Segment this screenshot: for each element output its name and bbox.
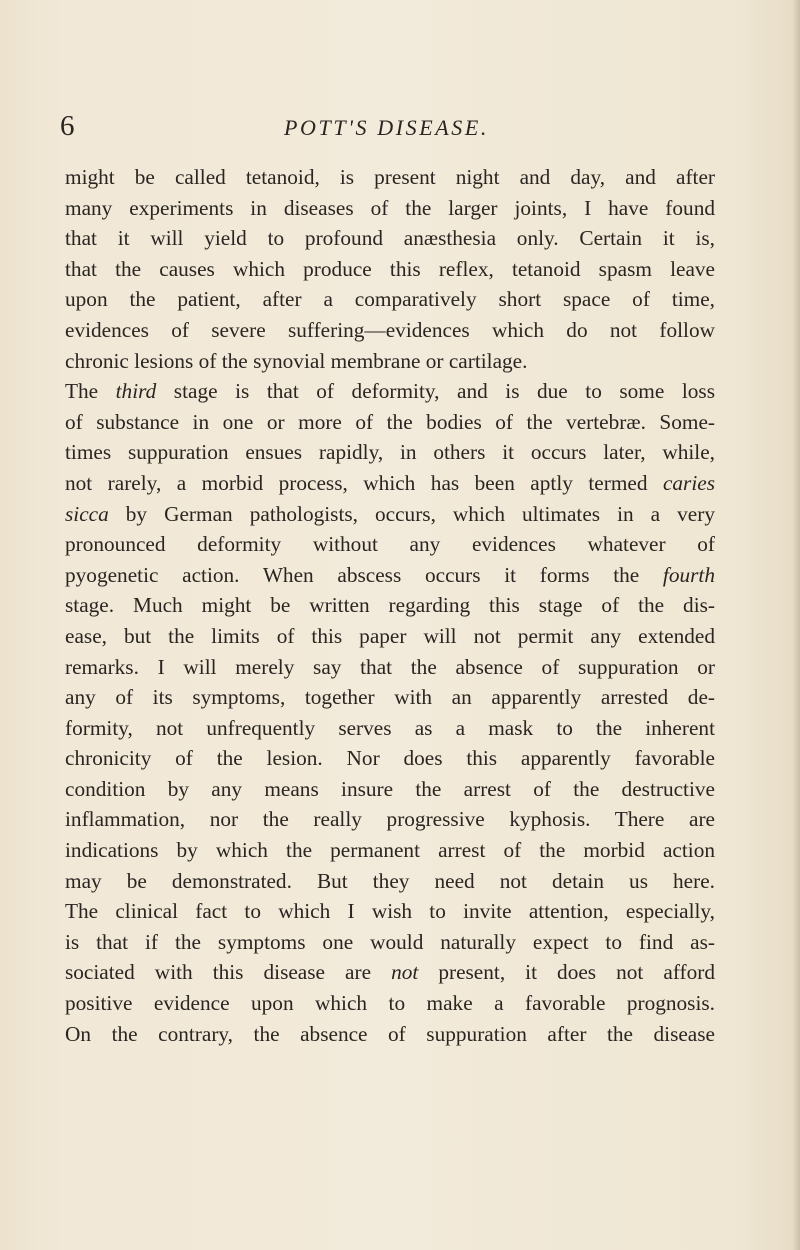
text-line: inflammation, nor the really progressive kyphosis. There are — [65, 807, 715, 832]
italic-text: fourth — [662, 562, 715, 587]
text-line: that it will yield to profound anæsthesia only. Certain it is, — [65, 226, 715, 251]
text-line: sicca by German pathologists, occurs, which ultimates in a very — [65, 501, 715, 526]
text-line: is that if the symptoms one would naturally expect to find as- — [65, 929, 715, 954]
text-line: evidences of severe suffering—evidences which do not follow — [65, 317, 715, 342]
body-text — [65, 162, 715, 1049]
italic-text: third — [115, 379, 157, 404]
text-line: stage. Much might be written regarding this stage of the dis- — [65, 593, 715, 618]
text-line: On the contrary, the absence of suppuration after the disease — [65, 1021, 715, 1046]
text-line: sociated with this disease are not present, it does not afford — [65, 960, 716, 985]
text-line: chronic lesions of the synovial membrane or cartilage. — [65, 348, 528, 373]
running-title: POTT'S DISEASE. — [284, 115, 490, 140]
page-edge-shadow — [792, 0, 800, 1250]
text-line: pyogenetic action. When abscess occurs it forms the fourth — [65, 562, 715, 587]
text-line: not rarely, a morbid process, which has been aptly termed caries — [65, 470, 715, 495]
italic-text: caries — [662, 470, 715, 495]
text-line: might be called tetanoid, is present night and day, and after — [65, 165, 715, 189]
text-line: The clinical fact to which I wish to invite attention, especially, — [65, 899, 715, 924]
italic-text: sicca — [65, 501, 109, 526]
text-line: indications by which the permanent arrest of the morbid action — [65, 838, 715, 863]
text-line: upon the patient, after a comparatively short space of time, — [65, 287, 715, 312]
text-line: pronounced deformity without any evidences whatever of — [65, 532, 715, 557]
text-line: positive evidence upon which to make a favorable prognosis. — [65, 991, 715, 1016]
text-line: condition by any means insure the arrest of the destructive — [65, 776, 715, 801]
text-line: may be demonstrated. But they need not detain us here. — [65, 868, 715, 893]
page-header — [0, 108, 800, 144]
text-line: remarks. I will merely say that the absence of suppuration or — [65, 654, 715, 679]
text-line: many experiments in diseases of the larger joints, I have found — [65, 195, 715, 220]
text-line: that the causes which produce this reflex, tetanoid spasm leave — [65, 256, 715, 281]
page-number: 6 — [60, 110, 75, 142]
text-line: any of its symptoms, together with an apparently arrested de- — [65, 685, 715, 710]
text-line: formity, not unfrequently serves as a mask to the inherent — [65, 715, 715, 740]
text-line: of substance in one or more of the bodies of the vertebræ. Some- — [65, 409, 715, 434]
text-line: The third stage is that of deformity, and is due to some loss — [65, 379, 715, 404]
text-line: ease, but the limits of this paper will not permit any extended — [65, 623, 715, 648]
italic-text: not — [391, 960, 419, 985]
text-line: chronicity of the lesion. Nor does this apparently favorable — [65, 746, 715, 771]
text-line: times suppuration ensues rapidly, in others it occurs later, while, — [65, 440, 715, 465]
